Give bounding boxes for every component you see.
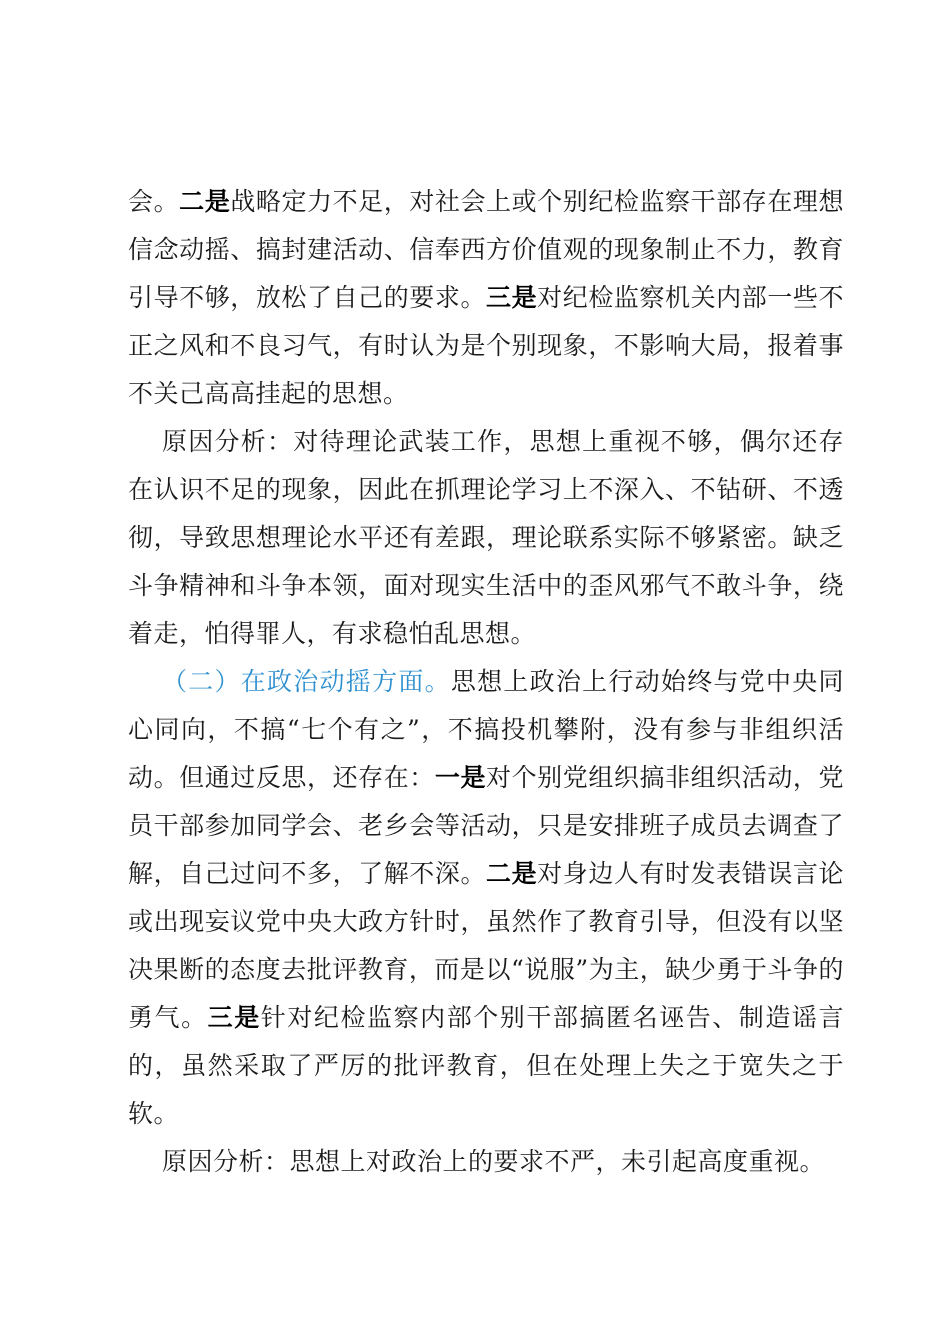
paragraph-cause-analysis-2 [128, 1138, 844, 1186]
text-segment: 对身边人有时发表错误言论或出现妄议党中央大政方针时，虽然作了教育引导，但没有以坚决果断的态度去批评教育，而是以“说服”为主，缺少勇于斗争的勇气。 [128, 859, 844, 1032]
text-segment: 思想上政治上行动始终与党中央同心同向，不搞“七个有之”，不搞投机攀附，没有参与非组织活动。但通过反思，还存在： [128, 667, 844, 792]
keyword-third: 三是 [207, 1003, 261, 1032]
paragraph-political-section [128, 658, 844, 1138]
document-body [128, 178, 844, 1186]
text-segment: 对纪检监察机关内部一些不正之风和不良习气，有时认为是个别现象，不影响大局，报着事不关己高高挂起的思想。 [128, 283, 844, 408]
text-segment: 原因分析：思想上对政治上的要求不严，未引起高度重视。 [162, 1147, 826, 1176]
section-heading: （二）在政治动摇方面。 [162, 667, 451, 696]
text-segment: 会。 [128, 187, 180, 216]
paragraph-cause-analysis-1 [128, 418, 844, 658]
keyword-second: 二是 [179, 187, 231, 216]
text-segment: 战略定力不足，对社会上或个别纪检监察干部存在理想信念动摇、搞封建活动、信奉西方价值观的现象制止不力，教育引导不够，放松了自己的要求。 [128, 187, 844, 312]
paragraph-continuation [128, 178, 844, 418]
keyword-third: 三是 [486, 283, 538, 312]
text-segment: 原因分析：对待理论武装工作，思想上重视不够，偶尔还存在认识不足的现象，因此在抓理论学习上不深入、不钻研、不透彻，导致思想理论水平还有差跟，理论联系实际不够紧密。缺乏斗争精神和斗争本领，面对现实生活中的歪风邪气不敢斗争，绕着走，怕得罪人，有求稳怕乱思想。 [128, 427, 844, 648]
text-segment: 针对纪检监察内部个别干部搞匿名诬告、制造谣言的，虽然采取了严厉的批评教育，但在处理上失之于宽失之于软。 [128, 1003, 844, 1128]
text-segment: 对个别党组织搞非组织活动，党员干部参加同学会、老乡会等活动，只是安排班子成员去调查了解，自己过问不多，了解不深。 [128, 763, 844, 888]
keyword-second: 二是 [486, 859, 538, 888]
keyword-first: 一是 [434, 763, 487, 792]
